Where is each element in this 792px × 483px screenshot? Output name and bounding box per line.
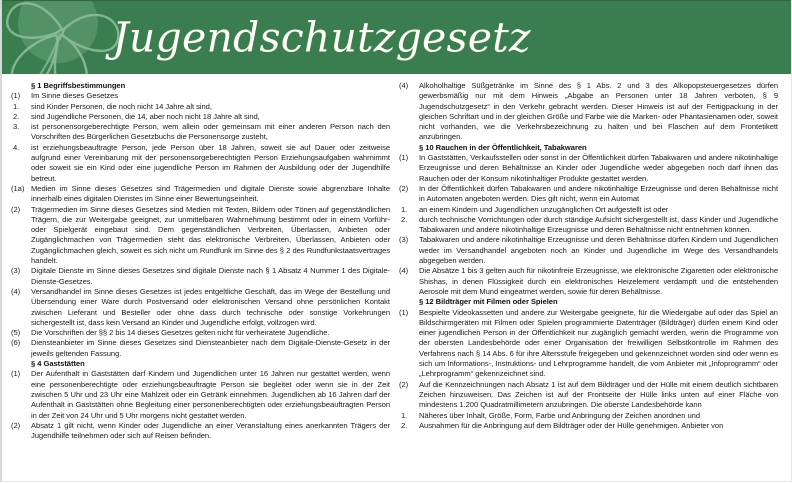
legal-paragraph bbox=[399, 215, 778, 236]
legal-paragraph bbox=[11, 184, 390, 205]
paragraph-text: durch technische Vorrichtungen oder durch ständige Aufsicht sichergestellt ist, dass Kinder und Jugendliche Tabakwaren und andere nikotinhaltige Erzeugnisse und deren Behältnisse nicht entnehmen können. bbox=[419, 214, 778, 235]
paragraph-text: Alkoholhaltige Süßgetränke im Sinne des § 1 Abs. 2 und 3 des Alkopopsteuergesetzes dürfen gewerbsmäßig nur mit dem Hinweis „Abgabe an Personen unter 18 Jahren verboten, § 9 Jugendschutzgesetz“ in den Verkehr gebracht werden. Dieser Hinweis ist auf der Fertigpackung in der gleichen Schriftart und in der gleichen Größe und Farbe wie die Marken- oder Phantasienamen oder, soweit nicht vorhanden, wie die Verkehrsbezeichnung zu halten und bei Flaschen auf dem Frontetikett anzubringen. bbox=[419, 81, 778, 142]
paragraph-text: sind Jugendliche Personen, die 14, aber noch nicht 18 Jahre alt sind, bbox=[31, 111, 260, 121]
paragraph-text: Die Absätze 1 bis 3 gelten auch für nikotinfreie Erzeugnisse, wie elektronische Zigaretten oder elektronische Shishas, in denen Flüssigkeit durch ein elektronisches Heizelement verdampft und die entstehenden Aerosole mit dem Mund eingeatmet werden, sowie für deren Behältnisse. bbox=[419, 266, 778, 296]
paragraph-text: Ausnahmen für die Anbringung auf dem Bildträger oder der Hülle genehmigen. Anbieter von bbox=[419, 420, 724, 430]
paragraph-text: Versandhandel im Sinne dieses Gesetzes ist jedes entgeltliche Geschäft, das im Wege der Bestellung und Übersendung einer Ware durch Postversand oder elektronischen Versand ohne persönlichen Kontakt zwischen Lieferant und Besteller oder ohne dass durch technische oder sonstige Vorkehrungen sichergestellt ist, dass kein Versand an Kinder und Jugendliche erfolgt, vollzogen wird. bbox=[31, 286, 390, 327]
paragraph-marker: 1. bbox=[13, 101, 20, 111]
paragraph-marker: (3) bbox=[399, 235, 409, 245]
paragraph-text: Trägermedien im Sinne dieses Gesetzes sind Medien mit Texten, Bildern oder Tönen auf gegenständlichen Trägern, die zur Weitergabe geeignet, zur unmittelbaren Wahrnehmung bestimmt oder in einem Vorführ- oder Spielgerät eingebaut sind. Dem gegenständlichen Verbreiten, Überlassen, Anbieten oder Zugänglichmachen von Trägermedien steht das elektronische Verbreiten, Überlassen, Anbieten oder Zugänglichmachen gleich, soweit es sich nicht um Rundfunk im Sinne des § 2 des Rundfunkstaatsvertrages handelt. bbox=[31, 204, 390, 266]
paragraph-text: ist personensorgeberechtigte Person, wem allein oder gemeinsam mit einer anderen Person nach den Vorschriften des Bürgerlichen Gesetzbuchs die Personensorge zusteht, bbox=[31, 122, 390, 142]
right-text-column bbox=[399, 81, 778, 483]
left-text-column bbox=[11, 81, 390, 483]
legal-paragraph bbox=[399, 308, 778, 380]
legal-paragraph bbox=[399, 235, 778, 266]
paragraph-marker: 2. bbox=[13, 111, 20, 121]
paragraph-text: Absatz 1 gilt nicht, wenn Kinder oder Jugendliche an einer Veranstaltung eines anerkannten Trägers der Jugendhilfe teilnehmen oder sich auf Reisen befinden. bbox=[31, 420, 390, 441]
legal-paragraph bbox=[11, 112, 390, 122]
legal-paragraph bbox=[11, 369, 390, 420]
legal-paragraph bbox=[399, 421, 778, 431]
paragraph-marker: (3) bbox=[11, 266, 21, 276]
paragraph-marker: 1. bbox=[401, 410, 408, 420]
section-heading: § 4 Gaststätten bbox=[31, 359, 85, 369]
paragraph-marker: (1) bbox=[11, 91, 21, 101]
paragraph-marker: (1) bbox=[399, 153, 409, 163]
paragraph-marker: (1) bbox=[11, 369, 21, 379]
legal-paragraph bbox=[11, 205, 390, 267]
paragraph-marker: 2. bbox=[401, 420, 408, 430]
paragraph-marker: 4. bbox=[13, 142, 20, 152]
legal-paragraph bbox=[399, 81, 778, 143]
legal-paragraph bbox=[399, 266, 778, 297]
paragraph-text: Digitale Dienste im Sinne dieses Gesetzes sind digitale Dienste nach § 1 Absatz 4 Nummer 1 des Digitale-Dienste-Gesetzes. bbox=[31, 266, 390, 286]
legal-paragraph bbox=[399, 205, 778, 215]
legal-paragraph bbox=[11, 338, 390, 359]
legal-paragraph bbox=[11, 287, 390, 328]
paragraph-text: Auf die Kennzeichnungen nach Absatz 1 ist auf dem Bildträger und der Hülle mit einem deutlich sichtbaren Zeichen hinzuweisen. Das Zeichen ist auf der Frontseite der Hülle links unten auf einer Fläche von mindestens 1.200 Quadratmillimetern anzubringen. Die oberste Landesbehörde kann bbox=[419, 379, 778, 410]
paragraph-text: Näheres über Inhalt, Größe, Form, Farbe und Anbringung der Zeichen anordnen und bbox=[419, 410, 700, 420]
paragraph-marker: (2) bbox=[11, 420, 21, 430]
section-heading: § 12 Bildträger mit Filmen oder Spielen bbox=[419, 297, 558, 307]
legal-paragraph bbox=[399, 153, 778, 184]
legal-paragraph bbox=[11, 102, 390, 112]
paragraph-text: Medien im Sinne dieses Gesetzes sind Trägermedien und digitale Dienste sowie abgrenzbare Inhalte innerhalb eines digitalen Dienstes im Sinne einer Bewertungseinheit. bbox=[31, 183, 390, 204]
legal-paragraph bbox=[11, 266, 390, 287]
document-title: Jugendschutzgesetz bbox=[112, 13, 531, 61]
paragraph-text: In Gaststätten, Verkaufsstellen oder sonst in der Öffentlichkeit dürfen Tabakwaren und andere nikotinhaltige Erzeugnisse und deren Behältnisse an Kinder oder Jugendliche weder abgegeben noch darf ihnen das Rauchen oder der Konsum nikotinhaltiger Produkte gestattet werden. bbox=[419, 153, 778, 183]
legal-paragraph bbox=[399, 184, 778, 205]
paragraph-text: Die Vorschriften der §§ 2 bis 14 dieses Gesetzes gelten nicht für verheiratete Jugendliche. bbox=[31, 328, 330, 338]
paragraph-marker: (1) bbox=[399, 307, 409, 317]
paragraph-marker: (4) bbox=[11, 286, 21, 296]
legal-paragraph bbox=[11, 122, 390, 143]
section-heading: § 1 Begriffsbestimmungen bbox=[31, 81, 126, 90]
paragraph-marker: (5) bbox=[11, 328, 21, 338]
paragraph-text: ist erziehungsbeauftragte Person, jede Person über 18 Jahren, soweit sie auf Dauer oder zeitweise aufgrund einer Vereinbarung mit der personensorgeberechtigten Person Erziehungsaufgaben wahrnimmt oder soweit sie ein Kind oder eine jugendliche Person im Rahmen der Ausbildung oder der Jugendhilfe betreut. bbox=[31, 142, 390, 183]
paragraph-text: In der Öffentlichkeit dürfen Tabakwaren und andere nikotinhaltige Erzeugnisse und deren Behältnisse nicht in Automaten angeboten werden. Dies gilt nicht, wenn ein Automat bbox=[419, 183, 778, 204]
legal-paragraph bbox=[11, 328, 390, 338]
document-body bbox=[2, 74, 791, 483]
legal-paragraph bbox=[11, 421, 390, 442]
paragraph-marker: 2. bbox=[401, 214, 408, 224]
legal-paragraph bbox=[11, 143, 390, 184]
paragraph-marker: 3. bbox=[13, 122, 20, 132]
paragraph-text: an einem Kindern und Jugendlichen unzugänglichen Ort aufgestellt ist oder bbox=[419, 204, 669, 214]
paragraph-text: Bespielte Videokassetten und andere zur Weitergabe geeignete, für die Wiedergabe auf oder das Spiel an Bildschirmgeräten mit Filmen oder Spielen programmierte Datenträger (Bildträger) dürfen einem Kind oder einer jugendlichen Person in der Öffentlichkeit nur zugänglich gemacht werden, wenn die Programme von der obersten Landesbehörde oder einer Organisation der freiwilligen Selbstkontrolle im Rahmen des Verfahrens nach § 14 Abs. 6 für ihre Altersstufe freigegeben und gekennzeichnet worden sind oder wenn es sich um Informations-, Instruktions- und Lehrprogramme handelt, die vom Anbieter mit „Infoprogramm“ oder „Lehrprogramm“ gekennzeichnet sind. bbox=[419, 307, 778, 379]
paragraph-marker: (1a) bbox=[11, 183, 25, 193]
paragraph-text: Diensteanbieter im Sinne dieses Gesetzes sind Diensteanbieter nach dem Digitale-Dienste-Gesetz in der jeweils geltenden Fassung. bbox=[31, 338, 390, 358]
paragraph-marker: (4) bbox=[399, 81, 409, 90]
paragraph-text: Der Aufenthalt in Gaststätten darf Kindern und Jugendlichen unter 16 Jahren nur gestattet werden, wenn eine personenberechtigte oder erziehungsbeauftragte Person sie begleitet oder wenn sie in der Zeit zwischen 5 Uhr und 23 Uhr eine Mahlzeit oder ein Getränk einnehmen. Jugendlichen ab 16 Jahren darf der Aufenthalt in Gaststätten ohne Begleitung einer personenberechtigten oder erziehungsbeauftragten Person in der Zeit von 24 Uhr und 5 Uhr morgens nicht gestattet werden. bbox=[31, 369, 390, 420]
legal-paragraph bbox=[11, 91, 390, 101]
paragraph-marker: (4) bbox=[399, 266, 409, 276]
paragraph-text: sind Kinder Personen, die noch nicht 14 Jahre alt sind, bbox=[31, 101, 212, 111]
paragraph-marker: (2) bbox=[399, 183, 409, 193]
section-heading: § 10 Rauchen in der Öffentlichkeit, Tabakwaren bbox=[419, 142, 587, 152]
paragraph-text: Tabakwaren und andere nikotinhaltige Erzeugnisse und deren Behältnisse dürfen Kindern und Jugendlichen weder im Versandhandel angeboten noch an Kinder und Jugendliche im Wege des Versandhandels abgegeben werden. bbox=[419, 235, 778, 266]
legal-paragraph bbox=[399, 411, 778, 421]
paragraph-marker: (6) bbox=[11, 338, 21, 348]
document-header-banner bbox=[2, 0, 791, 74]
paragraph-text: Im Sinne dieses Gesetzes bbox=[31, 91, 119, 101]
legal-paragraph bbox=[399, 380, 778, 411]
paragraph-marker: (2) bbox=[399, 379, 409, 389]
paragraph-marker: (2) bbox=[11, 204, 21, 214]
paragraph-marker: 1. bbox=[401, 204, 408, 214]
